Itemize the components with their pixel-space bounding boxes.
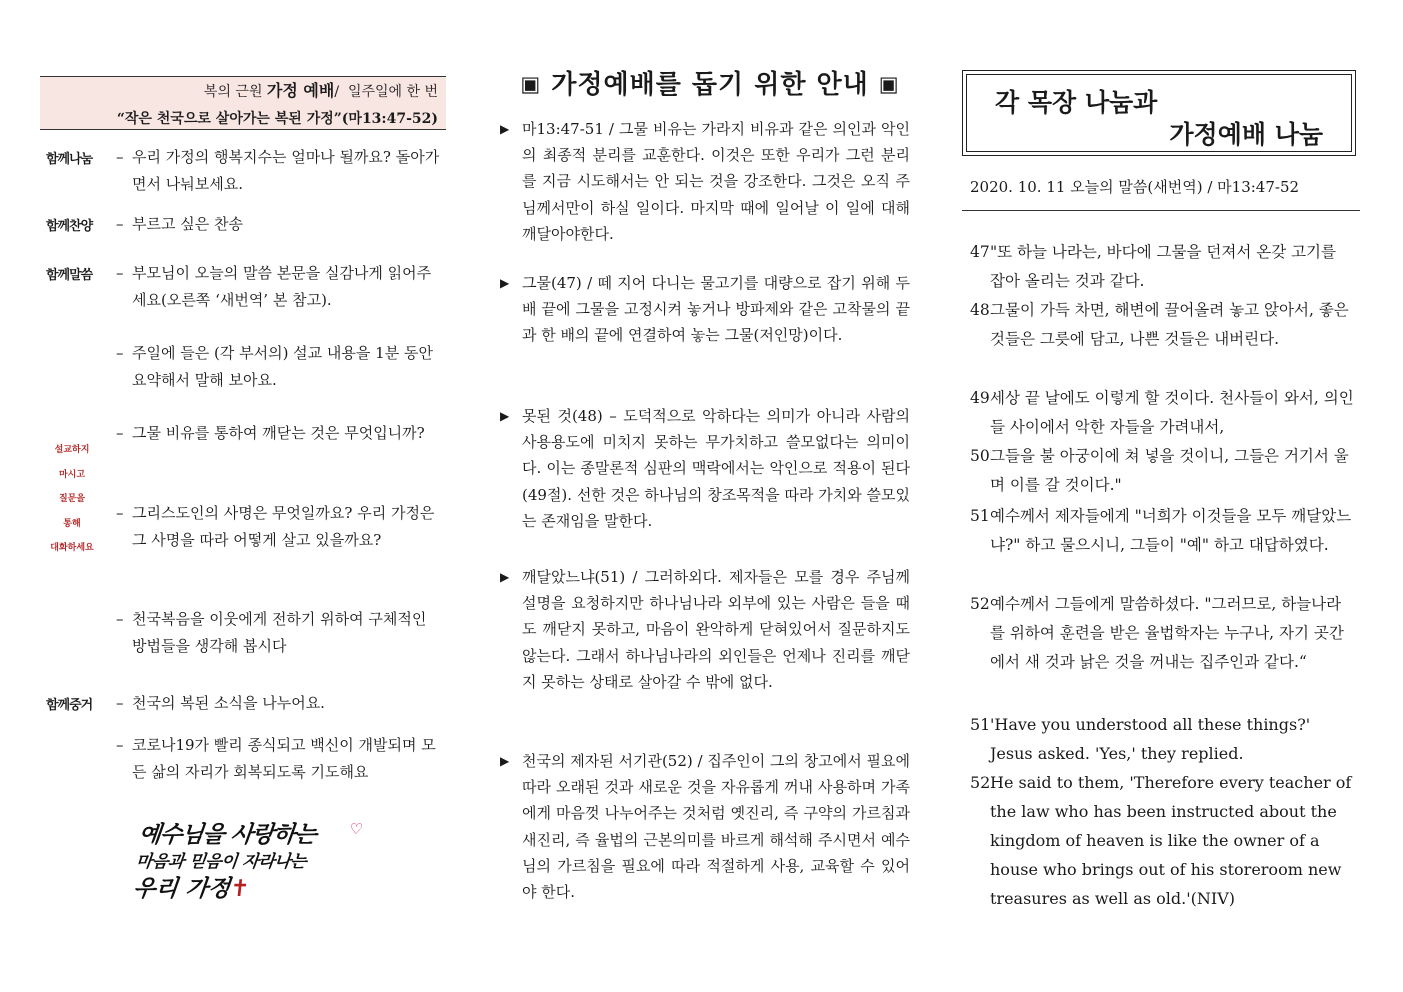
verse-text: 예수께서 제자들에게 "너희가 이것들을 모두 깨달았느냐?" 하고 물으시니, 그들이 "예" 하고 대답하였다. (990, 507, 1352, 554)
verse-number: 51 (970, 715, 991, 734)
item-text: 그물 비유를 통하여 깨닫는 것은 무엇입니까? (132, 424, 425, 442)
dash-icon: – (116, 694, 124, 712)
header-theme: “작은 천국으로 살아가는 복된 가정”(마13:47-52) (116, 111, 438, 127)
list-item (116, 732, 442, 786)
side-note-line: 마시고 (58, 469, 86, 480)
verse-number: 50 (970, 447, 990, 465)
verse (970, 590, 1355, 677)
list-item (116, 340, 442, 394)
dash-icon: – (116, 264, 124, 282)
paragraph-text: 깨달았느냐(51) / 그러하외다. 제자들은 모를 경우 주님께 설명을 요청하지만 하나님나라 외부에 있는 사람은 들을 때도 깨닫지 못하고, 마음이 완악하게 닫혀있어서 질문하지도 않는다. 그래서 하나님나라의 외인들은 언제나 진리를 깨닫지 못하는 상태로 살아갈 수 밖에 없다. (522, 568, 910, 691)
dash-icon: – (116, 215, 124, 233)
verse-number: 51 (970, 507, 990, 525)
dash-icon: – (116, 344, 124, 362)
box-icon: ▣ (878, 72, 900, 96)
side-note (48, 438, 96, 561)
dash-icon: – (116, 148, 124, 166)
item-text: 주일에 들은 (각 부서의) 설교 내용을 1분 동안 요약해서 말해 보아요. (132, 344, 433, 389)
paragraph-text: 천국의 제자된 서기관(52) / 집주인이 그의 창고에서 필요에 따라 오래된 것과 새로운 것을 자유롭게 꺼내 사용하며 가족에게 마음껏 나누어주는 것처럼 옛진리, 즉 구약의 가르침과 새진리, 즉 율법의 근본의미를 바르게 해석해 주시면서 예수님의 가르침을 필요에 따라 적절하게 사용, 교육할 수 있어야 한다. (522, 752, 911, 902)
section-label: 함께찬양 (46, 219, 93, 234)
verse-number: 47 (970, 243, 990, 261)
header-prefix: 복의 근원 (203, 84, 263, 100)
guide-paragraph (500, 270, 910, 349)
section-label: 함께말씀 (46, 268, 93, 283)
verse-english (970, 768, 1355, 913)
arrow-icon: ▶ (500, 409, 510, 423)
heart-icon: ♡ (348, 820, 364, 838)
guide-paragraph (500, 748, 910, 905)
logo-line: 마음과 믿음이 자라나는 (135, 852, 308, 872)
paragraph-text: 못된 것(48) – 도덕적으로 악하다는 의미가 아니라 사람의 사용용도에 미치지 못하는 무가치하고 쓸모없다는 의미이다. 이는 종말론적 심판의 맥락에서는 악인으로 적용이 된다(49절). 선한 것은 하나님의 창조목적을 따라 가치와 쓸모있는 존재임을 말한다. (522, 407, 910, 530)
paragraph-text: 그물(47) / 떼 지어 다니는 물고기를 대량으로 잡기 위해 두 배 끝에 그물을 고정시켜 놓거나 방파제와 같은 고착물의 끝과 한 배의 끝에 연결하여 놓는 그물(저인망)이다. (522, 274, 910, 345)
side-note-line: 설교하지 (54, 445, 90, 455)
side-note-line: 질문을 (58, 494, 86, 504)
dash-icon: – (116, 504, 124, 522)
side-note-line: 통해 (63, 518, 81, 529)
logo-line: 우리 가정 (131, 876, 232, 902)
guide-paragraph (500, 403, 910, 534)
verse (970, 384, 1355, 442)
header-separator: / (334, 84, 340, 100)
verse-text: He said to them, 'Therefore every teacher of the law who has been instructed about the kingdom of heaven is like the owner of a house who brings out of his storeroom new treasures as well as old.'(NIV) (990, 773, 1352, 908)
verse-text: 그물이 가득 차면, 해변에 끌어올려 놓고 앉아서, 좋은 것들은 그릇에 담고, 나쁜 것들은 내버린다. (990, 301, 1349, 348)
item-text: 부모님이 오늘의 말씀 본문을 실감나게 읽어주세요(오른쪽 ‘새번역’ 본 참고). (132, 264, 432, 309)
paragraph-text: 마13:47-51 / 그물 비유는 가라지 비유과 같은 의인과 악인의 최종적 분리를 교훈한다. 이것은 또한 우리가 그런 분리를 지금 시도해서는 안 되는 것을 강조한다. 그것은 오직 주님께서만이 하실 일이다. 마지막 때에 일어날 이 일에 대해 깨달아야한다. (522, 120, 910, 243)
side-note-line: 대화하세요 (50, 543, 94, 553)
divider (962, 210, 1360, 211)
list-item (116, 500, 442, 554)
arrow-icon: ▶ (500, 570, 510, 584)
verse-number: 49 (970, 389, 990, 407)
arrow-icon: ▶ (500, 754, 510, 768)
guide-title-text: 가정예배를 돕기 위한 안내 (551, 70, 869, 100)
section-label: 함께나눔 (46, 152, 93, 167)
item-text: 천국의 복된 소식을 나누어요. (132, 694, 325, 712)
verse-number: 52 (970, 595, 990, 613)
item-text: 천국복음을 이웃에게 전하기 위하여 구체적인 방법들을 생각해 봅시다 (132, 610, 427, 655)
verse-text: "또 하늘 나라는, 바다에 그물을 던져서 온갖 고기를 잡아 올리는 것과 같다. (990, 243, 1337, 290)
verse-text: 예수께서 그들에게 말씀하셨다. "그러므로, 하늘나라를 위하여 훈련을 받은 율법학자는 누구나, 자기 곳간에서 새 것과 낡은 것을 꺼내는 집주인과 같다.“ (990, 595, 1344, 671)
title-line: 가정예배 나눔 (1169, 120, 1323, 149)
verse (970, 442, 1355, 500)
verse-english (970, 710, 1355, 768)
guide-title (510, 64, 910, 101)
header-frequency: 일주일에 한 번 (347, 84, 438, 100)
item-text: 코로나19가 빨리 종식되고 백신이 개발되며 모든 삶의 자리가 회복되도록 기도해요 (132, 736, 436, 781)
section-label: 함께중거 (46, 698, 93, 713)
dash-icon: – (116, 736, 124, 754)
list-item (116, 420, 442, 447)
logo-line: 예수님을 사랑하는 (137, 822, 318, 848)
list-item (116, 606, 442, 660)
arrow-icon: ▶ (500, 276, 510, 290)
item-text: 부르고 싶은 찬송 (132, 215, 243, 233)
item-text: 그리스도인의 사명은 무엇일까요? 우리 가정은 그 사명을 따라 어떻게 살고 있을까요? (132, 504, 435, 549)
dash-icon: – (116, 610, 124, 628)
title-line: 각 목장 나눔과 (995, 88, 1158, 117)
worship-header (40, 76, 446, 130)
dash-icon: – (116, 424, 124, 442)
verse (970, 502, 1355, 560)
verse-text: 그들을 불 아궁이에 쳐 넣을 것이니, 그들은 거기서 울며 이를 갈 것이다." (990, 447, 1349, 494)
guide-paragraph (500, 564, 910, 695)
guide-paragraph (500, 116, 910, 247)
header-title: 가정 예배 (266, 81, 335, 100)
list-item (116, 211, 442, 238)
verse-number: 52 (970, 773, 991, 792)
list-item (116, 260, 442, 314)
list-item (116, 690, 442, 717)
verse (970, 238, 1355, 296)
family-logo (131, 820, 364, 903)
cross-icon: ✝ (228, 876, 251, 902)
verse (970, 296, 1355, 354)
list-item (116, 144, 442, 198)
arrow-icon: ▶ (500, 122, 510, 136)
sharing-title-box (966, 74, 1352, 152)
verse-text: 'Have you understood all these things?' Jesus asked. 'Yes,' they replied. (990, 715, 1311, 763)
box-icon: ▣ (520, 72, 542, 96)
verse-text: 세상 끝 날에도 이렇게 할 것이다. 천사들이 와서, 의인들 사이에서 악한 자들을 가려내서, (990, 389, 1354, 436)
item-text: 우리 가정의 행복지수는 얼마나 될까요? 돌아가면서 나눠보세요. (132, 148, 440, 193)
scripture-date: 2020. 10. 11 오늘의 말씀(새번역) / 마13:47-52 (970, 178, 1300, 196)
verse-number: 48 (970, 301, 990, 319)
